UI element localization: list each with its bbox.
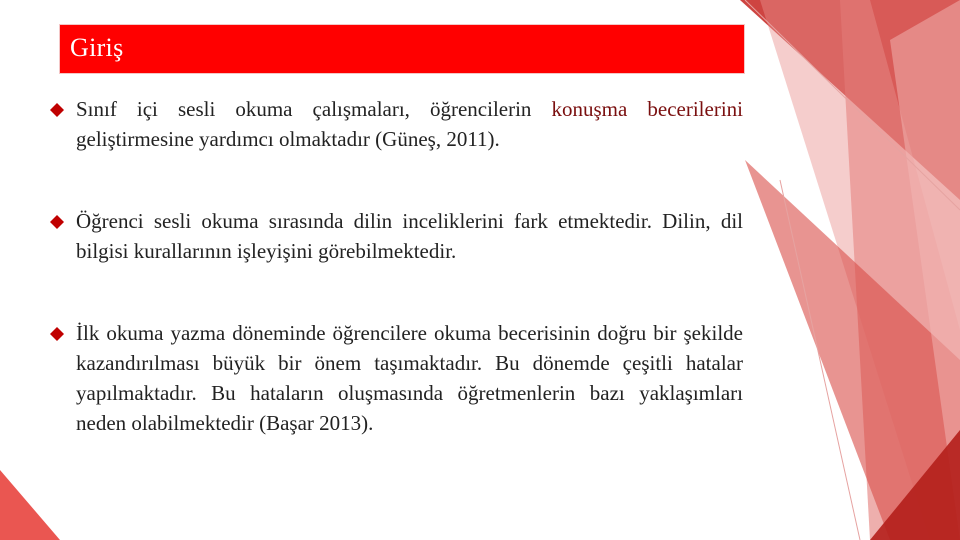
- bullet-item: [50, 206, 743, 266]
- bullet-text-continued: geliştirmesine yardımcı olmaktadır (Güneş, 2011).: [76, 127, 500, 151]
- title-bar: [60, 25, 744, 73]
- bullet-list: [50, 94, 743, 438]
- diamond-bullet-icon: [50, 327, 64, 341]
- bullet-text: İlk okuma yazma döneminde öğrencilere okuma becerisinin doğru bir şekilde kazandırılması büyük bir önem taşımaktadır. Bu dönemde çeşitli hatalar yapılmaktadır. Bu hataların oluşmasında öğretmenlerin bazı yaklaşımları neden olabilmektedir (Başar 2013).: [76, 321, 743, 435]
- bullet-text: Öğrenci sesli okuma sırasında dilin inceliklerini fark etmektedir. Dilin, dil bilgisi kurallarının işleyişini görebilmektedir.: [76, 209, 743, 263]
- bullet-text: Sınıf içi sesli okuma çalışmaları, öğrencilerin: [76, 97, 552, 121]
- diamond-bullet-icon: [50, 215, 64, 229]
- bullet-item: [50, 318, 743, 438]
- highlighted-phrase: konuşma becerilerini: [551, 97, 743, 121]
- bullet-item: [50, 94, 743, 154]
- diamond-bullet-icon: [50, 103, 64, 117]
- slide-title: Giriş: [70, 33, 124, 62]
